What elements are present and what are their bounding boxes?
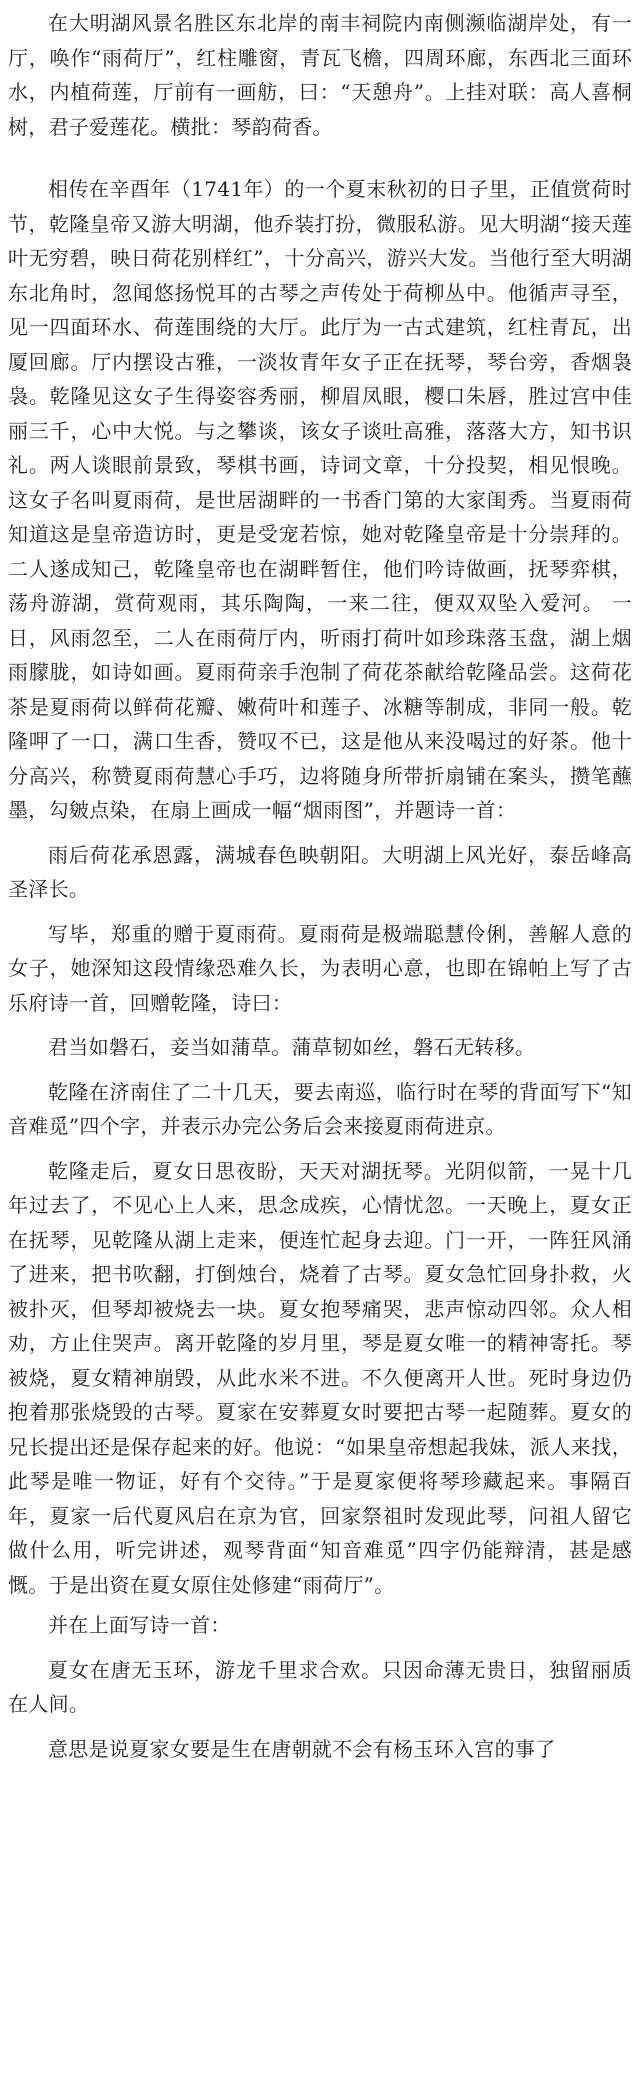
descendant-poem: 夏女在唐无玉环，游龙千里求合欢。只因命薄无贵日，独留丽质在人间。: [8, 1657, 632, 1716]
meaning-paragraph: 意思是说夏家女要是生在唐朝就不会有杨玉环入宫的事了: [48, 1736, 556, 1761]
legend-paragraph: 相传在辛酉年（1741年）的一个夏末秋初的日子里，正值赏荷时节，乾隆皇帝又游大明湖，他乔装打扮，微服私游。见大明湖“接天莲叶无穷碧，映日荷花别样红”，十分高兴，游兴大发。当他行至大明湖东北角时，忽闻悠扬悦耳的古琴之声传处于荷柳丛中。他循声寻至，见一四面环水、荷莲围绕的大厅。此厅为一古式建筑，红柱青瓦，出厦回廊。厅内摆设古雅，一淡妆青年女子正在抚琴，琴台旁，香烟袅袅。乾隆见这女子生得姿容秀丽，柳眉凤眼，樱口朱唇，胜过宫中佳丽三千，心中大悦。与之攀谈，该女子谈吐高雅，落落大方，知书识礼。两人谈眼前景致，琴棋书画，诗词文章，十分投契，相见恨晚。这女子名叫夏雨荷，是世居湖畔的一书香门第的大家闺秀。当夏雨荷知道这是皇帝造访时，更是受宠若惊，她对乾隆皇帝是十分崇拜的。 二人遂成知己，乾隆皇帝也在湖畔暂住，他们吟诗做画，抚琴弈棋，荡舟游湖，赏荷观雨，其乐陶陶，一来二往，便双双坠入爱河。 一日，风雨忽至，二人在雨荷厅内，听雨打荷叶如珍珠落玉盘，湖上烟雨朦胧，如诗如画。夏雨荷亲手泡制了荷花茶献给乾隆品尝。这荷花茶是夏雨荷以鲜荷花瓣、嫩荷叶和莲子、冰糖等制成，非同一般。乾隆呷了一口，满口生香，赞叹不已，这是他从来没喝过的好茶。他十分高兴，称赞夏雨荷慧心手巧，边将随身所带折扇铺在案头，攒笔蘸墨，勾皴点染，在扇上画成一幅“烟雨图”，并题诗一首：: [8, 177, 632, 822]
gift-paragraph: 写毕，郑重的赠于夏雨荷。夏雨荷是极端聪慧伶俐，善解人意的女子，她深知这段情缘恐难久长，为表明心意，也即在锦帕上写了古乐府诗一首，回赠乾隆，诗曰：: [8, 921, 632, 1015]
poem-intro-paragraph: 并在上面写诗一首：: [48, 1613, 231, 1637]
intro-paragraph: 在大明湖风景名胜区东北岸的南丰祠院内南侧濒临湖岸处，有一厅，唤作“雨荷厅”，红柱雕窗，青瓦飞檐，四周环廊，东西北三面环水，内植荷莲，厅前有一画舫，曰：“天憩舟”。上挂对联：高人喜桐树，君子爱莲花。横批：琴韵荷香。: [8, 11, 632, 139]
xia-yuhe-poem: 君当如磐石，妾当如蒲草。蒲草韧如丝，磐石无转移。: [48, 1035, 536, 1059]
departure-paragraph: 乾隆在济南住了二十几天，要去南巡，临行时在琴的背面写下“知音难觅”四个字，并表示办完公务后会来接夏雨荷进京。: [8, 1079, 632, 1138]
qianlong-poem: 雨后荷花承恩露，满城春色映朝阳。大明湖上风光好，泰岳峰高圣泽长。: [8, 842, 632, 901]
aftermath-paragraph: 乾隆走后，夏女日思夜盼，天天对湖抚琴。光阴似箭，一晃十几年过去了，不见心上人来，思念成疾，心情忧忽。一天晚上，夏女正在抚琴，见乾隆从湖上走来，便连忙起身去迎。门一开，一阵狂风涌了进来，把书吹翻，打倒烛台，烧着了古琴。夏女急忙回身扑救，火被扑灭，但琴却被烧去一块。夏女抱琴痛哭，悲声惊动四邻。众人相劝，方止住哭声。离开乾隆的岁月里，琴是夏女唯一的精神寄托。琴被烧，夏女精神崩毁，从此水米不进。不久便离开人世。死时身边仍抱着那张烧毁的古琴。夏家在安葬夏女时要把古琴一起随葬。夏女的兄长提出还是保存起来的好。他说：“如果皇帝想起我妹，派人来找，此琴是唯一物证，好有个交待。”于是夏家便将琴珍藏起来。事隔百年，夏家一后代夏风启在京为官，回家祭祖时发现此琴，问祖人留它做什么用，听完讲述，观琴背面“知音难觅”四字仍能辩清，甚是感慨。于是出资在夏女原住处修建“雨荷厅”。: [8, 1158, 632, 1597]
